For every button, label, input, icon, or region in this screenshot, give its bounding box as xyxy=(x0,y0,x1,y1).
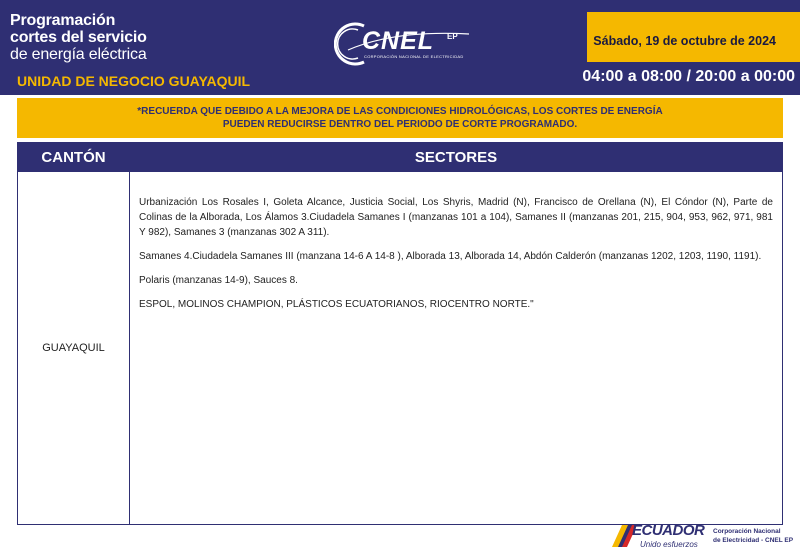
title-line-3: de energía eléctrica xyxy=(10,46,147,63)
canton-value: GUAYAQUIL xyxy=(42,342,105,354)
footer-slogan: Unido esfuerzos xyxy=(640,540,698,549)
sector-paragraph: Polaris (manzanas 14-9), Sauces 8. xyxy=(139,275,298,286)
column-divider xyxy=(129,143,130,524)
footer-corporation xyxy=(713,527,793,545)
canton-cell xyxy=(18,172,129,524)
header-sectores: SECTORES xyxy=(130,143,782,172)
footer-brand: ECUADOR xyxy=(632,522,705,539)
sectores-cell xyxy=(139,195,773,321)
date-box xyxy=(587,12,800,62)
notice-line-1: *RECUERDA QUE DEBIDO A LA MEJORA DE LAS CONDICIONES HIDROLÓGICAS, LOS CORTES DE ENERGÍA xyxy=(137,106,663,117)
outage-hours: 04:00 a 08:00 / 20:00 a 00:00 xyxy=(582,68,795,85)
notice-line-2: PUEDEN REDUCIRSE DENTRO DEL PERIODO DE CORTE PROGRAMADO. xyxy=(222,119,578,130)
title-line-2: cortes del servicio xyxy=(10,29,147,46)
footer-corp-line-2: de Electricidad - CNEL EP xyxy=(713,537,794,544)
header-banner xyxy=(0,0,800,95)
footer-corp-line-1: Corporación Nacional xyxy=(713,528,781,535)
schedule-table xyxy=(17,142,783,525)
sector-paragraph: Samanes 4.Ciudadela Samanes III (manzana 14-6 A 14-8 ), Alborada 13, Alborada 14, Abdón Calderón (manzanas 1202, 1203, 1190, 1191). xyxy=(139,251,762,262)
logo-text: CNEL xyxy=(362,27,435,55)
sector-paragraph: ESPOL, MOLINOS CHAMPION, PLÁSTICOS ECUATORIANOS, RIOCENTRO NORTE." xyxy=(139,299,534,310)
header-canton: CANTÓN xyxy=(18,143,129,172)
date-label: Sábado, 19 de octubre de 2024 xyxy=(593,34,776,48)
business-unit: UNIDAD DE NEGOCIO GUAYAQUIL xyxy=(17,73,251,89)
logo-ep: EP xyxy=(447,32,458,41)
notice-banner xyxy=(17,98,783,138)
logo-subtitle: CORPORACIÓN NACIONAL DE ELECTRICIDAD xyxy=(364,54,464,59)
sector-paragraph: Urbanización Los Rosales I, Goleta Alcance, Justicia Social, Los Shyris, Madrid (N), Francisco de Orellana (N), El Cóndor (N), Parte de Colinas de la Alborada, Los Álamos 3.Ciudadela Samanes I (manzanas 101 a 104), Samanes II (manzanas 201, 215, 904, 953, 962, 971, 981 Y 982), Samanes 3 (manzanas 302 A 311). xyxy=(139,197,773,238)
title-block xyxy=(10,12,147,63)
title-line-1: Programación xyxy=(10,12,116,29)
